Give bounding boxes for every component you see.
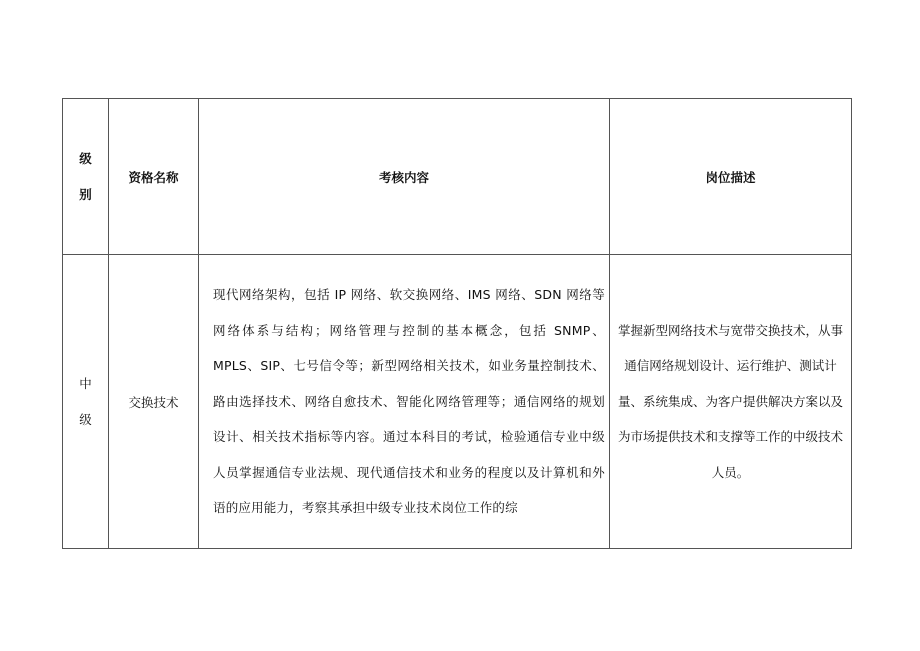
level-value: 中级 xyxy=(79,375,92,427)
cell-content xyxy=(199,255,610,549)
table-header-row xyxy=(63,99,852,255)
cell-description xyxy=(610,255,852,549)
header-name-label: 资格名称 xyxy=(128,169,179,185)
qualification-name: 交换技术 xyxy=(128,394,179,410)
header-name xyxy=(109,99,199,255)
cell-name xyxy=(109,255,199,549)
header-level-label: 级别 xyxy=(79,150,92,202)
header-content xyxy=(199,99,610,255)
qualification-table xyxy=(62,98,852,549)
header-content-label: 考核内容 xyxy=(378,169,429,185)
job-description-text: 掌握新型网络技术与宽带交换技术，从事通信网络规划设计、运行维护、测试计量、系统集成、为客户提供解决方案以及为市场提供技术和支撑等工作的中级技术人员。 xyxy=(617,322,843,480)
table-row xyxy=(63,255,852,549)
header-description xyxy=(610,99,852,255)
exam-content-text: 现代网络架构，包括 IP 网络、软交换网络、IMS 网络、SDN 网络等网络体系与结构；网络管理与控制的基本概念，包括 SNMP、MPLS、SIP、七号信令等；新型网络相关技术，如业务量控制技术、路由选择技术、网络自愈技术、智能化网络管理等；通信网络的规划设计、相关技术指标等内容。通过本科目的考试，检验通信专业中级人员掌握通信专业法规、现代通信技术和业务的程度以及计算机和外语的应用能力，考察其承担中级专业技术岗位工作的综 xyxy=(213,287,605,516)
header-description-label: 岗位描述 xyxy=(705,169,756,185)
header-level xyxy=(63,99,109,255)
cell-level xyxy=(63,255,109,549)
